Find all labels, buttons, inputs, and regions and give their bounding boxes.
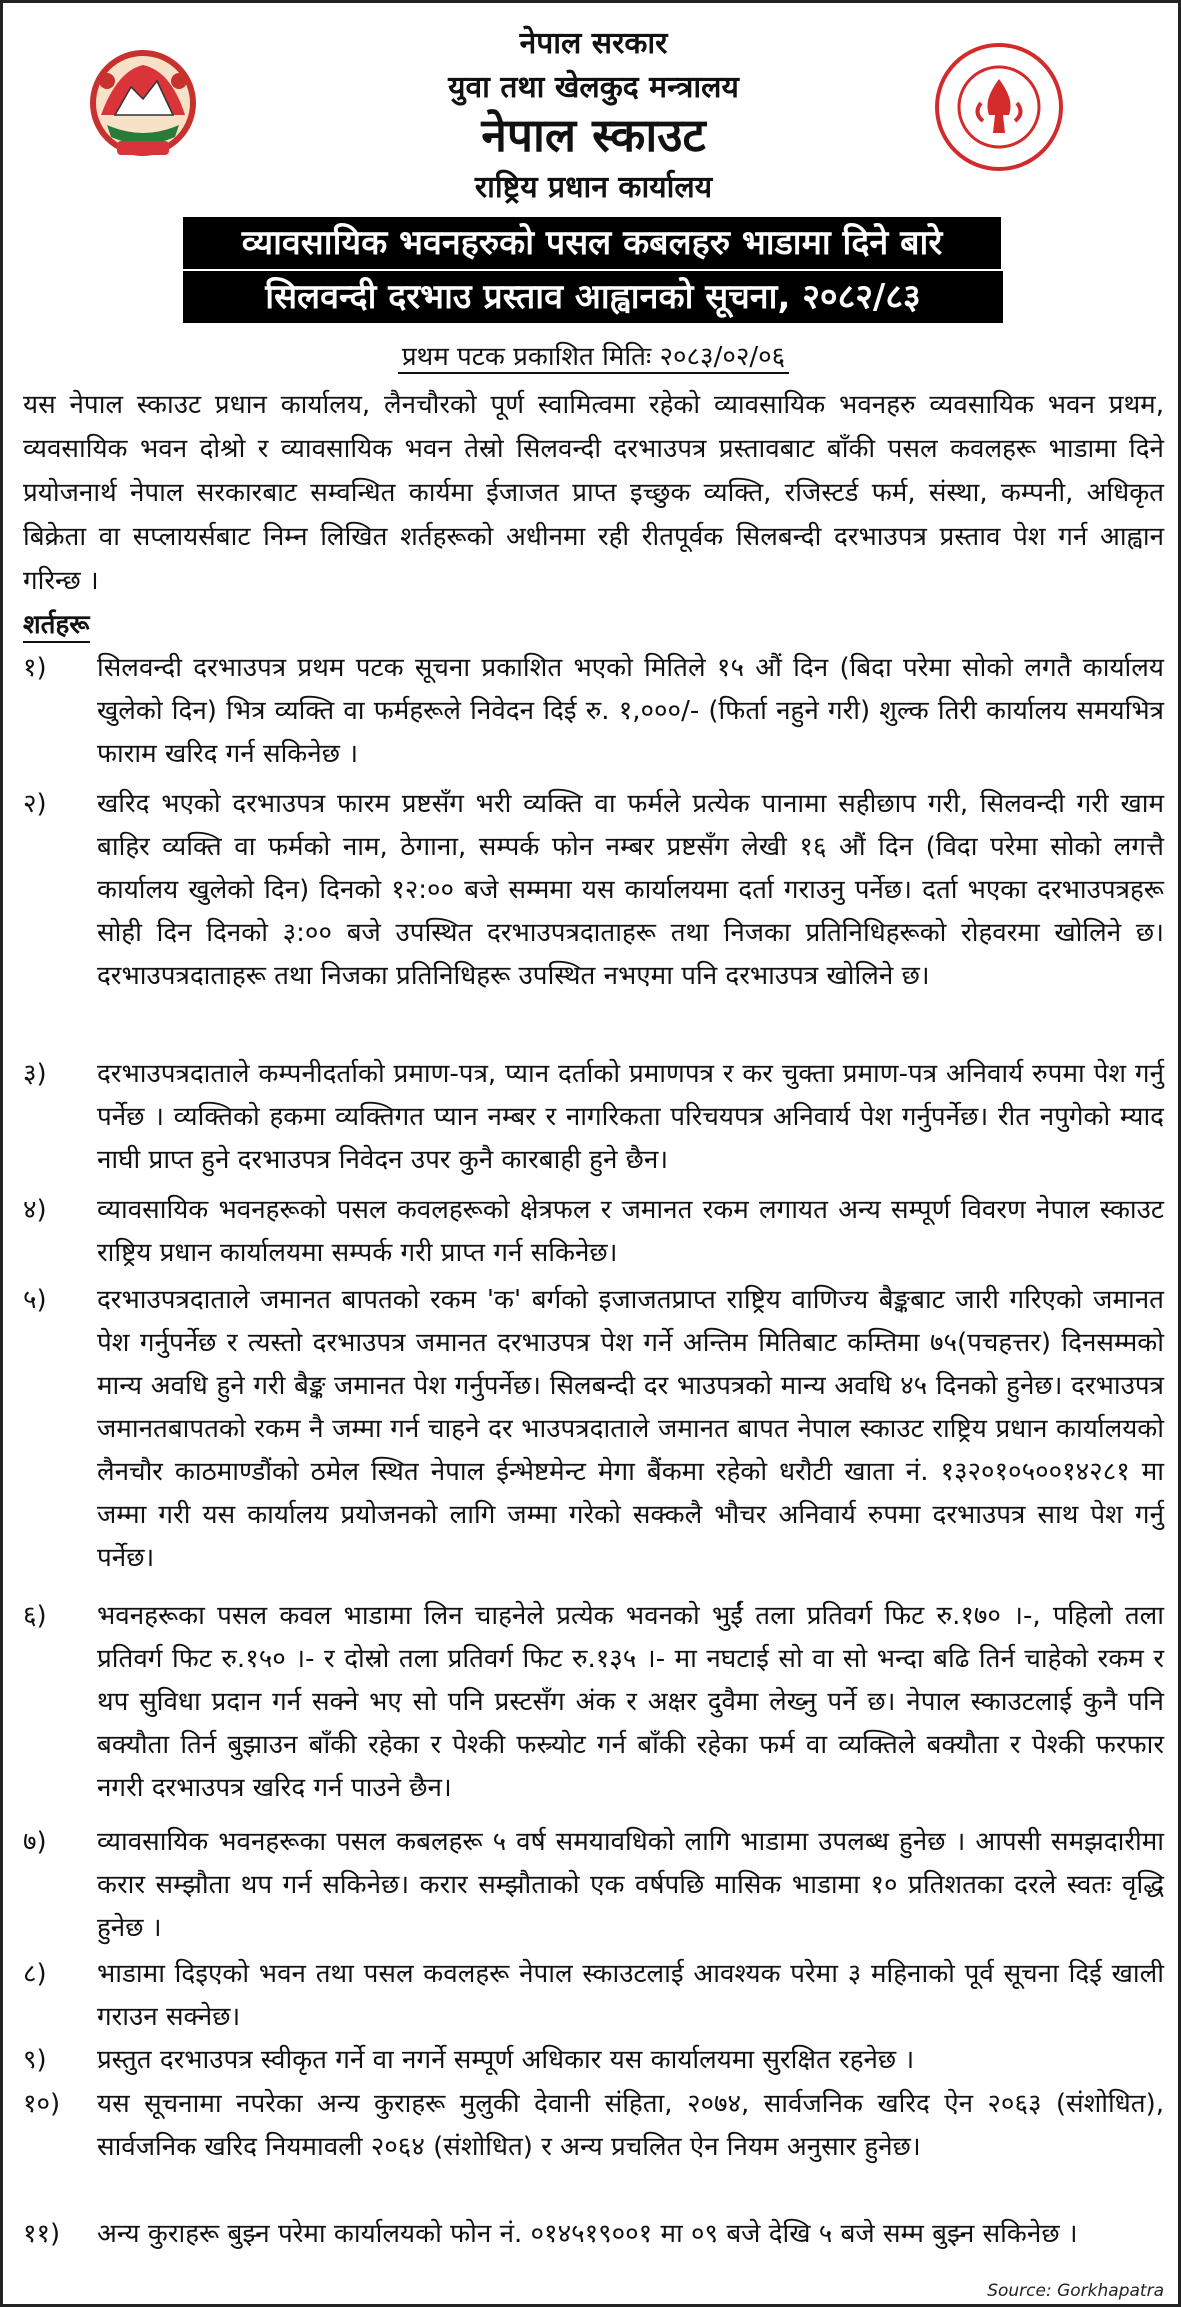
condition-text: दरभाउपत्रदाताले कम्पनीदर्ताको प्रमाण-पत्र, प्यान दर्ताको प्रमाणपत्र र कर चुक्ता प्रमाण-पत्र अनिवार्य रुपमा पेश गर्नु पर्नेछ । व्यक्तिको हकमा व्यक्तिगत प्यान नम्बर र नागरिकता परिचयपत्र अनिवार्य पेश गर्नुपर्नेछ। रीत नपुगेको म्याद नाघी प्राप्त हुने दरभाउपत्र निवेदन उपर कुनै कारबाही हुने छैन। [97,1059,1164,1175]
condition-number: ४) [23,1195,47,1225]
header-office: राष्ट्रिय प्रधान कार्यालय [474,170,713,205]
header-government: नेपाल सरकार [519,26,668,61]
header [3,3,1181,205]
condition-text: भवनहरूका पसल कवल भाडामा लिन चाहनेले प्रत्येक भवनको भुईं तला प्रतिवर्ग फिट रु.१७० ।-, पहिलो तला प्रतिवर्ग फिट रु.१५० ।- र दोस्रो तला प्रतिवर्ग फिट रु.१३५ ।- मा नघटाई सो वा सो भन्दा बढि तिर्न चाहेको रकम र थप सुविधा प्रदान गर्न सक्ने भए सो पनि प्रस्टसँग अंक र अक्षर दुवैमा लेख्नु पर्ने छ। नेपाल स्काउटलाई कुनै पनि बक्यौता तिर्न बुझाउन बाँकी रहेका र पेश्की फस्र्योट गर्न बाँकी रहेका फर्म वा व्यक्तिले बक्यौता र पेश्की फरफार नगरी दरभाउपत्र खरिद गर्न पाउने छैन। [97,1601,1164,1803]
condition-number: ९) [23,2045,47,2075]
condition-number: ७) [23,1827,47,1857]
nepal-scouts-logo-icon [933,41,1065,173]
condition-number: ८) [23,1959,47,1989]
header-ministry: युवा तथा खेलकुद मन्त्रालय [448,70,739,105]
condition-text: व्यावसायिक भवनहरूको पसल कवलहरूको क्षेत्रफल र जमानत रकम लगायत अन्य सम्पूर्ण विवरण नेपाल स्काउट राष्ट्रिय प्रधान कार्यालयमा सम्पर्क गरी प्राप्त गर्न सकिनेछ। [97,1195,1164,1268]
condition-text: यस सूचनामा नपरेका अन्य कुराहरू मुलुकी देवानी संहिता, २०७४, सार्वजनिक खरिद ऐन २०६३ (संशोधित), सार्वजनिक खरिद नियमावली २०६४ (संशोधित) र अन्य प्रचलित ऐन नियम अनुसार हुनेछ। [97,2089,1164,2162]
condition-text: भाडामा दिइएको भवन तथा पसल कवलहरू नेपाल स्काउटलाई आवश्यक परेमा ३ महिनाको पूर्व सूचना दिई खाली गराउन सक्नेछ। [97,1959,1164,2032]
condition-number: १०) [23,2089,61,2119]
header-organization: नेपाल स्काउट [481,108,706,162]
conditions-heading: शर्तहरू [23,605,90,643]
condition-text: दरभाउपत्रदाताले जमानत बापतको रकम 'क' बर्गको इजाजतप्राप्त राष्ट्रिय वाणिज्य बैङ्कबाट जारी गरिएको जमानत पेश गर्नुपर्नेछ र त्यस्तो दरभाउपत्र जमानत दरभाउपत्र पेश गर्ने अन्तिम मितिबाट कम्तिमा ७५(पचहत्तर) दिनसम्मको मान्य अवधि हुने गरी बैङ्क जमानत पेश गर्नुपर्नेछ। सिलबन्दी दर भाउपत्रको मान्य अवधि ४५ दिनको हुनेछ। दरभाउपत्र जमानतबापतको रकम नै जम्मा गर्न चाहने दर भाउपत्रदाताले जमानत बापत नेपाल स्काउट राष्ट्रिय प्रधान कार्यालयको लैनचौर काठमाण्डौंको ठमेल स्थित नेपाल ईन्भेष्टमेन्ट मेगा बैंकमा रहेको धरौटी खाता नं. १३२०१०५००१४२८१ मा जम्मा गरी यस कार्यालय प्रयोजनको लागि जम्मा गरेको सक्कलै भौचर अनिवार्य रुपमा दरभाउपत्र साथ पेश गर्नु पर्नेछ। [97,1285,1164,1573]
intro-paragraph: यस नेपाल स्काउट प्रधान कार्यालय, लैनचौरको पूर्ण स्वामित्वमा रहेको व्यावसायिक भवनहरु व्यवसायिक भवन प्रथम, व्यवसायिक भवन दोश्रो र व्यावसायिक भवन तेस्रो सिलवन्दी दरभाउपत्र प्रस्तावबाट बाँकी पसल कवलहरू भाडामा दिने प्रयोजनार्थ नेपाल सरकारबाट सम्वन्धित कार्यमा ईजाजत प्राप्त इच्छुक व्यक्ति, रजिस्टर्ड फर्म, संस्था, कम्पनी, अधिकृत बिक्रेता वा सप्लायर्सबाट निम्न लिखित शर्तहरूको अधीनमा रही रीतपूर्वक सिलबन्दी दरभाउपत्र प्रस्ताव पेश गर्न आह्वान गरिन्छ । [23,390,1164,596]
published-date-text: प्रथम पटक प्रकाशित मितिः २०८३/०२/०६ [398,342,789,374]
condition-number: २) [23,789,47,819]
condition-text: प्रस्तुत दरभाउपत्र स्वीकृत गर्ने वा नगर्ने सम्पूर्ण अधिकार यस कार्यालयमा सुरक्षित रहनेछ । [97,2045,915,2075]
condition-number: ३) [23,1059,47,1089]
condition-number: १) [23,653,47,683]
condition-text: व्यावसायिक भवनहरूका पसल कबलहरू ५ वर्ष समयावधिको लागि भाडामा उपलब्ध हुनेछ । आपसी समझदारीमा करार सम्झौता थप गर्न सकिनेछ। करार सम्झौताको एक वर्षपछि मासिक भाडामा १० प्रतिशतका दरले स्वतः वृद्धि हुनेछ । [97,1827,1164,1943]
condition-number: ६) [23,1601,47,1631]
notice-title-line2: सिलवन्दी दरभाउ प्रस्ताव आह्वानको सूचना, २०८२/८३ [183,271,1003,323]
source-credit: Source: Gorkhapatra [987,2281,1164,2301]
notice-title-line1: व्यावसायिक भवनहरुको पसल कबलहरु भाडामा दिने बारे [183,217,1001,269]
condition-number: ११) [23,2219,61,2249]
condition-text: सिलवन्दी दरभाउपत्र प्रथम पटक सूचना प्रकाशित भएको मितिले १५ औं दिन (बिदा परेमा सोको लगतै कार्यालय खुलेको दिन) भित्र व्यक्ति वा फर्महरूले निवेदन दिई रु. १,०००/- (फिर्ता नहुने गरी) शुल्क तिरी कार्यालय समयभित्र फाराम खरिद गर्न सकिनेछ । [97,653,1164,769]
condition-number: ५) [23,1285,47,1315]
condition-text: खरिद भएको दरभाउपत्र फारम प्रष्टसँग भरी व्यक्ति वा फर्मले प्रत्येक पानामा सहीछाप गरी, सिलवन्दी गरी खाम बाहिर व्यक्ति वा फर्मको नाम, ठेगाना, सम्पर्क फोन नम्बर प्रष्टसँग लेखी १६ औं दिन (विदा परेमा सोको लगत्तै कार्यालय खुलेको दिन) दिनको १२:०० बजे सम्ममा यस कार्यालयमा दर्ता गराउनु पर्नेछ। दर्ता भएका दरभाउपत्रहरू सोही दिन दिनको ३:०० बजे उपस्थित दरभाउपत्रदाताहरू तथा निजका प्रतिनिधिहरूको रोहवरमा खोलिने छ। दरभाउपत्रदाताहरू तथा निजका प्रतिनिधिहरू उपस्थित नभएमा पनि दरभाउपत्र खोलिने छ। [97,789,1164,991]
published-date [3,337,1181,373]
condition-text: अन्य कुराहरू बुझ्न परेमा कार्यालयको फोन नं. ०१४५१९००१ मा ०९ बजे देखि ५ बजे सम्म बुझ्न सकिनेछ । [97,2219,1078,2249]
